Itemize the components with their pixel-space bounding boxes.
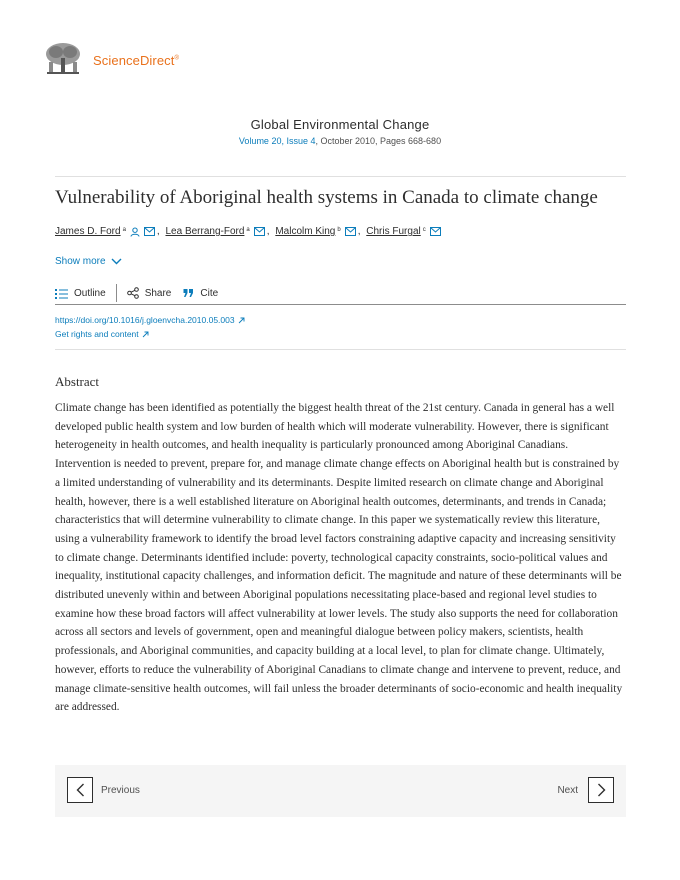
mail-icon[interactable] bbox=[144, 227, 155, 236]
article-links bbox=[55, 313, 245, 341]
doi-text: https://doi.org/10.1016/j.gloenvcha.2010.05.003 bbox=[55, 315, 235, 325]
divider bbox=[55, 176, 626, 177]
rights-link[interactable] bbox=[55, 327, 245, 341]
author-ford[interactable] bbox=[55, 226, 155, 237]
list-icon bbox=[55, 288, 68, 299]
affiliation-marker: a bbox=[122, 226, 126, 233]
cite-label: Cite bbox=[200, 287, 219, 299]
chevron-left-icon bbox=[76, 783, 85, 797]
next-button[interactable] bbox=[588, 777, 614, 803]
share-icon bbox=[127, 287, 139, 299]
article-pager bbox=[55, 765, 626, 817]
article-toolbar bbox=[55, 282, 626, 305]
doi-link[interactable] bbox=[55, 313, 245, 327]
previous-label[interactable]: Previous bbox=[101, 785, 140, 796]
next-label[interactable]: Next bbox=[557, 785, 578, 796]
affiliation-marker: c bbox=[422, 226, 426, 233]
mail-icon[interactable] bbox=[254, 227, 265, 236]
toolbar-divider bbox=[116, 284, 117, 302]
mail-icon[interactable] bbox=[345, 227, 356, 236]
previous-button[interactable] bbox=[67, 777, 93, 803]
abstract-heading: Abstract bbox=[55, 374, 100, 389]
author-name[interactable]: Malcolm King bbox=[275, 226, 336, 237]
rights-text: Get rights and content bbox=[55, 329, 139, 339]
quote-icon bbox=[183, 288, 194, 298]
author-name[interactable]: Chris Furgal bbox=[366, 226, 421, 237]
date-pages: , October 2010, Pages 668-680 bbox=[315, 136, 442, 146]
mail-icon[interactable] bbox=[430, 227, 441, 236]
author-furgal[interactable] bbox=[366, 226, 440, 237]
show-more-button[interactable] bbox=[55, 256, 122, 267]
author-list: James D. Ford $^a$ , Lea Berrang-Ford $^a$ , Malcolm King $^b$ , Chris Furgal $^c$ bbox=[55, 226, 441, 237]
sciencedirect-logo[interactable] bbox=[43, 42, 179, 78]
author-berrang-ford[interactable] bbox=[165, 226, 264, 237]
journal-issue-info bbox=[0, 136, 680, 146]
sciencedirect-wordmark: ScienceDirect® bbox=[93, 52, 180, 68]
author-name[interactable]: Lea Berrang-Ford bbox=[165, 226, 245, 237]
article-title: Vulnerability of Aboriginal health systems in Canada to climate change bbox=[55, 187, 598, 208]
person-icon[interactable] bbox=[130, 227, 140, 237]
show-more-label: Show more bbox=[55, 256, 106, 267]
author-king[interactable] bbox=[275, 226, 355, 237]
journal-name[interactable]: Global Environmental Change bbox=[250, 117, 430, 132]
abstract-text: Climate change has been identified as potentially the biggest health threat of the 21st century. Canada in general has a well developed public health system and low burden of health which will moderate vulnerability. However, there is significant heterogeneity in health outcomes, and health inequality is particularly pronounced among Aboriginal Canadians. Intervention is needed to prevent, prepare for, and manage climate change effects on Aboriginal health but is constrained by a limited understanding of vulnerability and its determinants. Despite limited research on climate change and Aboriginal health, however, there is a well established literature on Aboriginal health outcomes, determinants, and trends in Canada; characteristics that will determine vulnerability to climate change. In this paper we systematically review this literature, using a vulnerability framework to identify the broad level factors constraining adaptive capacity and increasing sensitivity to climate change. Determinants identified include: poverty, technological capacity constraints, socio-political values and inequality, institutional capacity challenges, and information deficit. The magnitude and nature of these determinants will be distributed unevenly within and between Aboriginal populations necessitating place-based and regional level studies to examine how these broad factors will affect vulnerability at lower levels. The study also supports the need for collaboration across all sectors and levels of government, open and meaningful dialogue between policy makers, scientists, health professionals, and Aboriginal communities, and capacity building at a local level, to plan for climate change. Ultimately, however, efforts to reduce the vulnerability of Aboriginal Canadians to climate change and intervene to prevent, reduce, and manage climate-sensitive health outcomes, will fail unless the broader determinants of socio-economic and health inequality are addressed. bbox=[55, 402, 623, 714]
volume-issue-link[interactable]: Volume 20, Issue 4 bbox=[238, 136, 316, 146]
author-name[interactable]: James D. Ford bbox=[55, 226, 121, 237]
elsevier-tree-logo-icon bbox=[43, 42, 83, 78]
affiliation-marker: b bbox=[337, 226, 341, 233]
external-link-icon bbox=[238, 317, 245, 324]
chevron-right-icon bbox=[597, 783, 606, 797]
outline-button[interactable] bbox=[55, 288, 106, 299]
external-link-icon bbox=[142, 331, 149, 338]
share-label: Share bbox=[144, 287, 172, 299]
share-button[interactable] bbox=[127, 287, 172, 299]
cite-button[interactable] bbox=[183, 288, 218, 299]
divider bbox=[55, 349, 626, 350]
affiliation-marker: a bbox=[246, 226, 250, 233]
journal-header bbox=[0, 117, 680, 146]
chevron-down-icon bbox=[111, 258, 122, 265]
outline-label: Outline bbox=[74, 287, 106, 299]
